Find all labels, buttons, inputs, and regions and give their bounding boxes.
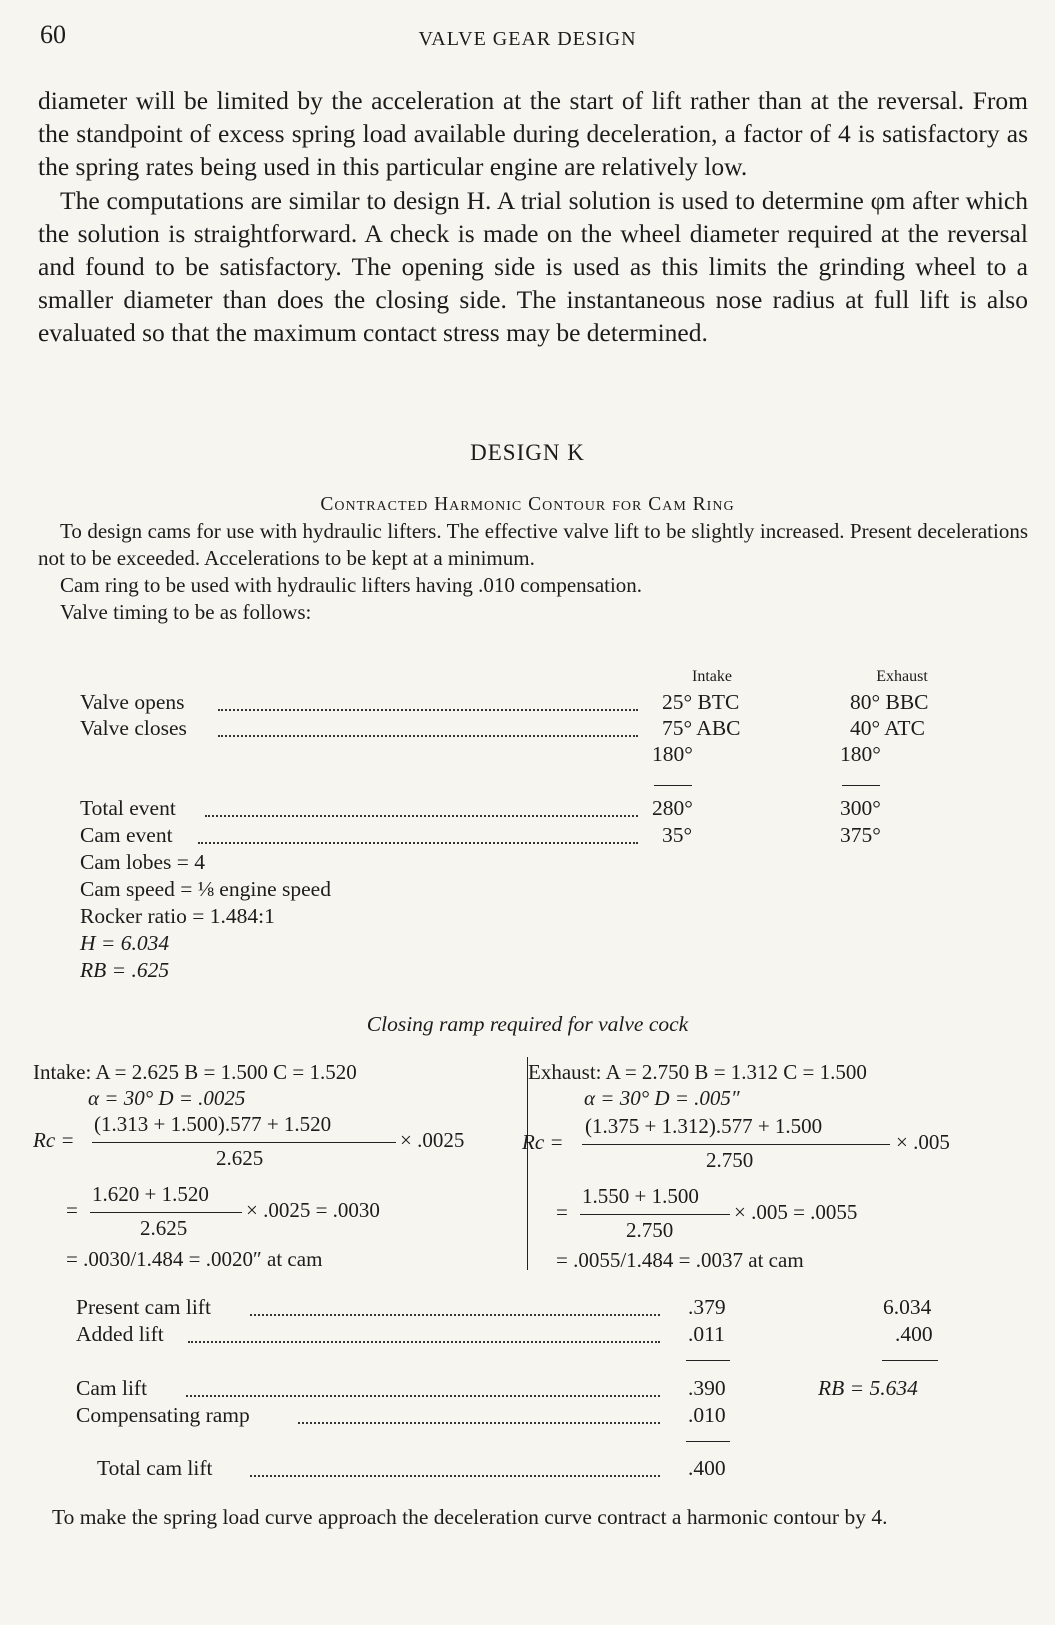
present-right-value: 6.034 xyxy=(883,1295,932,1319)
leader-dots xyxy=(218,709,638,711)
intake-angle-d: α = 30° D = .0025 xyxy=(88,1086,246,1110)
leader-dots xyxy=(298,1422,660,1424)
sum-rule-intake xyxy=(654,785,692,786)
exhaust-cam-event: 375° xyxy=(840,823,881,847)
exhaust-angle-d: α = 30° D = .005″ xyxy=(584,1086,740,1110)
design-spec xyxy=(38,518,1028,626)
exhaust-given-values: Exhaust: A = 2.750 B = 1.312 C = 1.500 xyxy=(528,1060,867,1084)
fraction-bar xyxy=(582,1144,890,1145)
sum-rule-lift xyxy=(686,1360,730,1361)
intake-given-values: Intake: A = 2.625 B = 1.500 C = 1.520 xyxy=(33,1060,357,1084)
exhaust-multiplier-1: × .005 xyxy=(896,1130,950,1154)
exhaust-numerator-1: (1.375 + 1.312).577 + 1.500 xyxy=(585,1114,823,1138)
intake-addend: 180° xyxy=(652,742,693,766)
intake-rc-symbol: Rc = xyxy=(33,1128,75,1152)
added-lift-value: .011 xyxy=(688,1322,725,1346)
col-header-intake: Intake xyxy=(692,668,732,685)
row-label-compensating-ramp: Compensating ramp xyxy=(76,1403,250,1427)
leader-dots xyxy=(186,1395,660,1397)
total-cam-lift-value: .400 xyxy=(688,1456,726,1480)
leader-dots xyxy=(250,1314,660,1316)
fraction-bar xyxy=(580,1214,730,1215)
row-label-cam-lift: Cam lift xyxy=(76,1376,148,1400)
spec-paragraph-1: To design cams for use with hydraulic lifters. The effective valve lift to be slightly increased. Present decelerations not to be exceeded. Accelerations to be kept at a minimum. xyxy=(38,519,1028,570)
column-divider xyxy=(527,1057,528,1270)
leader-dots xyxy=(250,1475,660,1477)
intro-paragraph-1: diameter will be limited by the acceleration at the start of lift rather than at the reversal. From the standpoint of excess spring load available during deceleration, a factor of 4 is satisfactory as the spring rates being used in this particular engine are relatively low. xyxy=(38,86,1028,182)
exhaust-addend: 180° xyxy=(840,742,881,766)
running-head: VALVE GEAR DESIGN xyxy=(418,28,637,50)
intake-cam-event: 35° xyxy=(662,823,693,847)
sum-rule-exhaust xyxy=(842,785,880,786)
page-number: 60 xyxy=(40,20,66,49)
param-rb: RB = .625 xyxy=(80,958,170,982)
rb-result: RB = 5.634 xyxy=(818,1376,918,1400)
intake-opens: 25° BTC xyxy=(662,690,740,714)
intake-numerator-2: 1.620 + 1.520 xyxy=(92,1182,209,1206)
row-label-total-cam-lift: Total cam lift xyxy=(97,1456,213,1480)
design-title: DESIGN K xyxy=(470,440,585,465)
intake-total-event: 280° xyxy=(652,796,693,820)
intake-multiplier-1: × .0025 xyxy=(400,1128,465,1152)
leader-dots xyxy=(218,735,638,737)
present-cam-lift-value: .379 xyxy=(688,1295,726,1319)
row-label-valve-closes: Valve closes xyxy=(80,716,187,740)
leader-dots xyxy=(205,815,638,817)
closing-note-text: To make the spring load curve approach the deceleration curve contract a harmonic contour by 4. xyxy=(52,1505,888,1529)
exhaust-closes: 40° ATC xyxy=(850,716,925,740)
param-cam-lobes: Cam lobes = 4 xyxy=(80,850,205,874)
exhaust-opens: 80° BBC xyxy=(850,690,929,714)
row-label-present-cam-lift: Present cam lift xyxy=(76,1295,211,1319)
intake-numerator-1: (1.313 + 1.500).577 + 1.520 xyxy=(94,1112,332,1136)
exhaust-equals: = xyxy=(556,1200,568,1224)
exhaust-result: = .0055/1.484 = .0037 at cam xyxy=(556,1248,804,1272)
exhaust-denominator-2: 2.750 xyxy=(626,1218,674,1242)
sum-rule-total xyxy=(686,1441,730,1442)
sum-rule-right xyxy=(882,1360,938,1361)
exhaust-multiplier-2: × .005 = .0055 xyxy=(734,1200,858,1224)
exhaust-total-event: 300° xyxy=(840,796,881,820)
col-header-exhaust: Exhaust xyxy=(876,668,928,685)
intake-denominator-2: 2.625 xyxy=(140,1216,188,1240)
intake-closes: 75° ABC xyxy=(662,716,741,740)
cam-lift-value: .390 xyxy=(688,1376,726,1400)
row-label-cam-event: Cam event xyxy=(80,823,173,847)
intro-paragraph-2: The computations are similar to design H. A trial solution is used to determine φm after which the solution is straightforward. A check is made on the wheel diameter required at the reversal and found to be satisfactory. The opening side is used as this limits the grinding wheel to a smaller diameter than does the closing side. The instantaneous nose radius at full lift is also evaluated so that the maximum contact stress may be determined. xyxy=(38,185,1028,348)
intro-text xyxy=(38,84,1028,350)
row-label-added-lift: Added lift xyxy=(76,1322,164,1346)
param-rocker-ratio: Rocker ratio = 1.484:1 xyxy=(80,904,275,928)
closing-ramp-heading: Closing ramp required for valve cock xyxy=(366,1012,689,1036)
exhaust-rc-symbol: Rc = xyxy=(522,1130,564,1154)
param-h: H = 6.034 xyxy=(80,931,170,955)
compensating-ramp-value: .010 xyxy=(688,1403,726,1427)
exhaust-numerator-2: 1.550 + 1.500 xyxy=(582,1184,699,1208)
row-label-valve-opens: Valve opens xyxy=(80,690,185,714)
intake-denominator-1: 2.625 xyxy=(216,1146,264,1170)
fraction-bar xyxy=(92,1142,396,1143)
spec-paragraph-3: Valve timing to be as follows: xyxy=(60,600,312,624)
intake-multiplier-2: × .0025 = .0030 xyxy=(246,1198,380,1222)
closing-note xyxy=(30,1504,985,1531)
leader-dots xyxy=(188,1341,660,1343)
spec-paragraph-2: Cam ring to be used with hydraulic lifters having .010 compensation. xyxy=(60,573,643,597)
param-cam-speed: Cam speed = ⅛ engine speed xyxy=(80,877,331,901)
row-label-total-event: Total event xyxy=(80,796,176,820)
fraction-bar xyxy=(90,1212,242,1213)
added-right-value: .400 xyxy=(895,1322,933,1346)
intake-result: = .0030/1.484 = .0020″ at cam xyxy=(66,1247,323,1271)
leader-dots xyxy=(198,842,638,844)
intake-equals: = xyxy=(66,1198,78,1222)
design-subtitle: Contracted Harmonic Contour for Cam Ring xyxy=(320,494,735,515)
exhaust-denominator-1: 2.750 xyxy=(706,1148,754,1172)
